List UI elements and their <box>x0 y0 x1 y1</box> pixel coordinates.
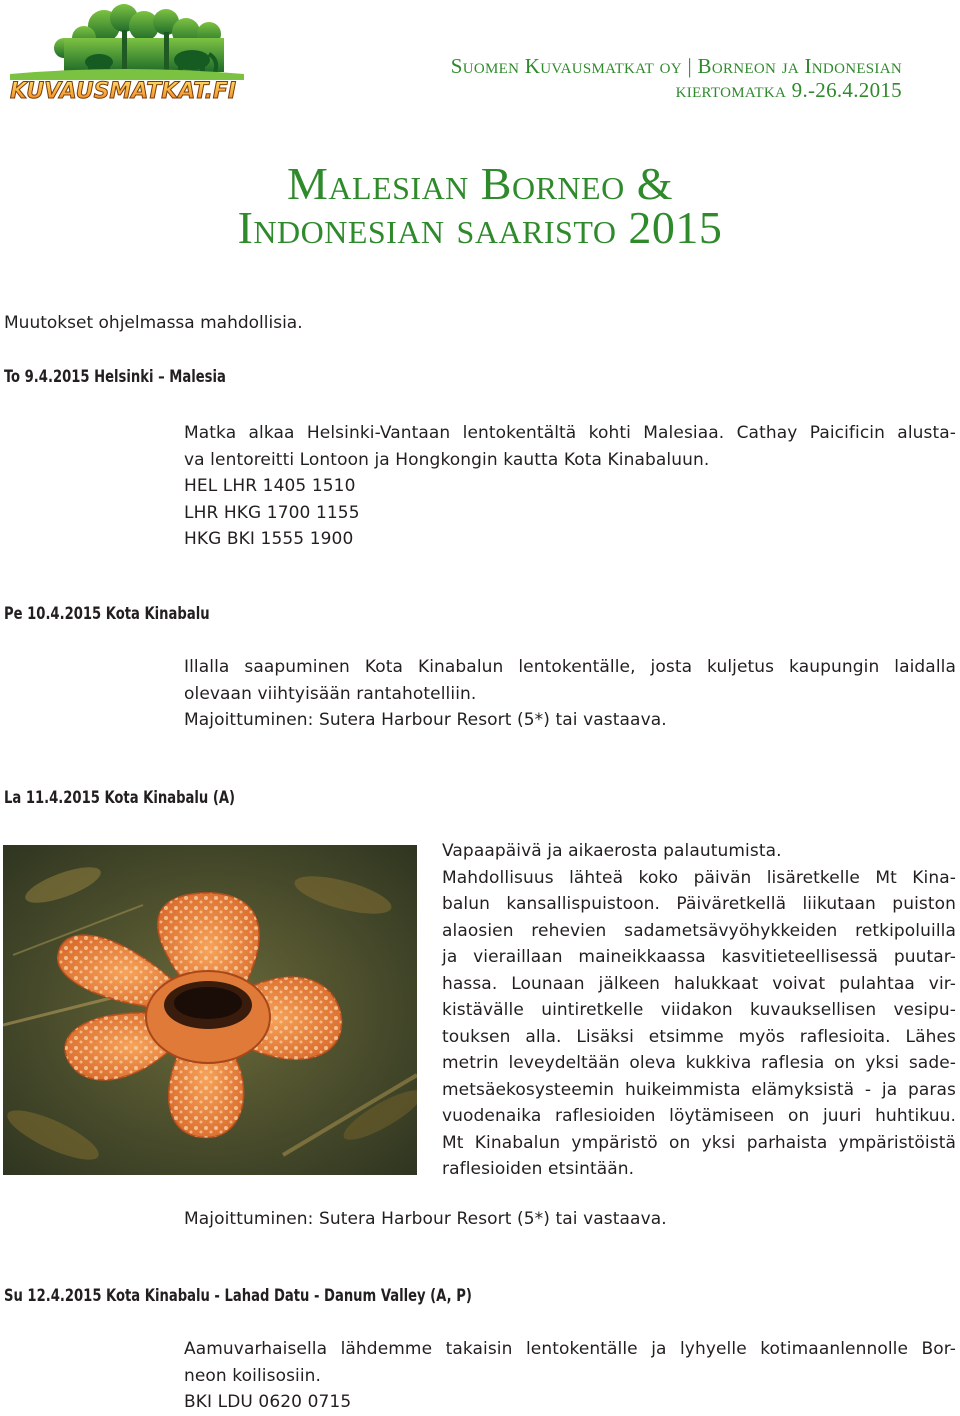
day-text-3 <box>442 838 956 1183</box>
day-3-line-8: touksen alla. Lisäksi etsimme myös raflesioita. Lähes <box>442 1026 956 1047</box>
day-heading-3: La 11.4.2015 Kota Kinabalu (A) <box>4 788 236 808</box>
day-3-line-3: balun kansallispuistoon. Päiväretkellä liikutaan puiston <box>442 894 956 914</box>
day-3-line-9: metrin leveydeltään oleva kukkiva raflesia on yksi sade- <box>442 1053 956 1073</box>
flight-2: LHR HKG 1700 1155 <box>184 502 360 523</box>
changes-note: Muutokset ohjelmassa mahdollisia. <box>4 313 303 333</box>
day-3-line-4: alaosien rehevien sadametsävyöhykkeiden retkipoluilla <box>442 920 956 941</box>
day-text-2 <box>184 654 956 734</box>
day-text-4 <box>184 1336 956 1416</box>
logo-text: KUVAUSMATKAT.FI <box>10 79 237 104</box>
title-line-2: Indonesian saaristo 2015 <box>237 202 723 253</box>
day-3-line-6: hassa. Lounaan jälkeen halukkaat voivat pulahtaa vir- <box>442 973 956 994</box>
company-line-1: Suomen Kuvausmatkat oy | Borneon ja Indonesian <box>450 54 902 78</box>
rafflesia-photo <box>3 845 417 1175</box>
day-2-line-2: olevaan viihtyisään rantahotelliin. <box>184 683 477 704</box>
day-1-line-1: Matka alkaa Helsinki-Vantaan lentokentältä kohti Malesiaa. Cathay Paicificin alusta- <box>184 423 956 443</box>
day-3-accommodation: Majoittuminen: Sutera Harbour Resort (5*) tai vastaava. <box>184 1209 667 1229</box>
day-3-line-1: Vapaapäivä ja aikaerosta palautumista. <box>442 841 782 861</box>
flight-3: HKG BKI 1555 1900 <box>184 529 354 549</box>
day-1-line-2: va lentoreitti Lontoon ja Hongkongin kautta Kota Kinabaluun. <box>184 449 710 470</box>
company-header <box>262 54 902 102</box>
day-3-line-11: vuodenaika raflesioiden löytämiseen on juuri huhtikuu. <box>442 1106 956 1126</box>
flight-4: BKI LDU 0620 0715 <box>184 1392 352 1412</box>
day-text-1 <box>184 420 956 553</box>
day-heading-1: To 9.4.2015 Helsinki – Malesia <box>4 367 226 387</box>
flight-1: HEL LHR 1405 1510 <box>184 476 356 496</box>
page-title <box>0 158 960 253</box>
day-2-accommodation: Majoittuminen: Sutera Harbour Resort (5*) tai vastaava. <box>184 710 667 730</box>
day-2-line-1: Illalla saapuminen Kota Kinabalun lentokentälle, josta kuljetus kaupungin laidalla <box>184 657 956 677</box>
company-line-2: kiertomatka 9.-26.4.2015 <box>675 78 902 102</box>
day-3-line-10: metsäekosysteemin huikeimmista elämyksistä - ja paras <box>442 1079 956 1100</box>
company-logo <box>4 4 252 104</box>
title-line-1: Malesian Borneo & <box>287 158 673 209</box>
day-3-line-5: ja vieraillaan maineikkaassa kasvitieteellisessä puutar- <box>442 947 956 967</box>
day-3-line-7: kistävälle uintiretkelle viidakon kuvauksellisen vesipu- <box>442 1000 956 1020</box>
day-heading-4: Su 12.4.2015 Kota Kinabalu - Lahad Datu - Danum Valley (A, P) <box>4 1286 472 1306</box>
day-3-line-2: Mahdollisuus lähteä koko päivän lisäretkelle Mt Kina- <box>442 867 956 888</box>
day-3-line-12: Mt Kinabalun ympäristö on yksi parhaista ympäristöistä <box>442 1132 956 1153</box>
day-3-line-13: raflesioiden etsintään. <box>442 1159 635 1179</box>
day-heading-2: Pe 10.4.2015 Kota Kinabalu <box>4 604 210 624</box>
day-4-line-1: Aamuvarhaisella lähdemme takaisin lentokentälle ja lyhyelle kotimaanlennolle Bor- <box>184 1339 956 1359</box>
day-4-line-2: neon koilisosiin. <box>184 1365 322 1386</box>
